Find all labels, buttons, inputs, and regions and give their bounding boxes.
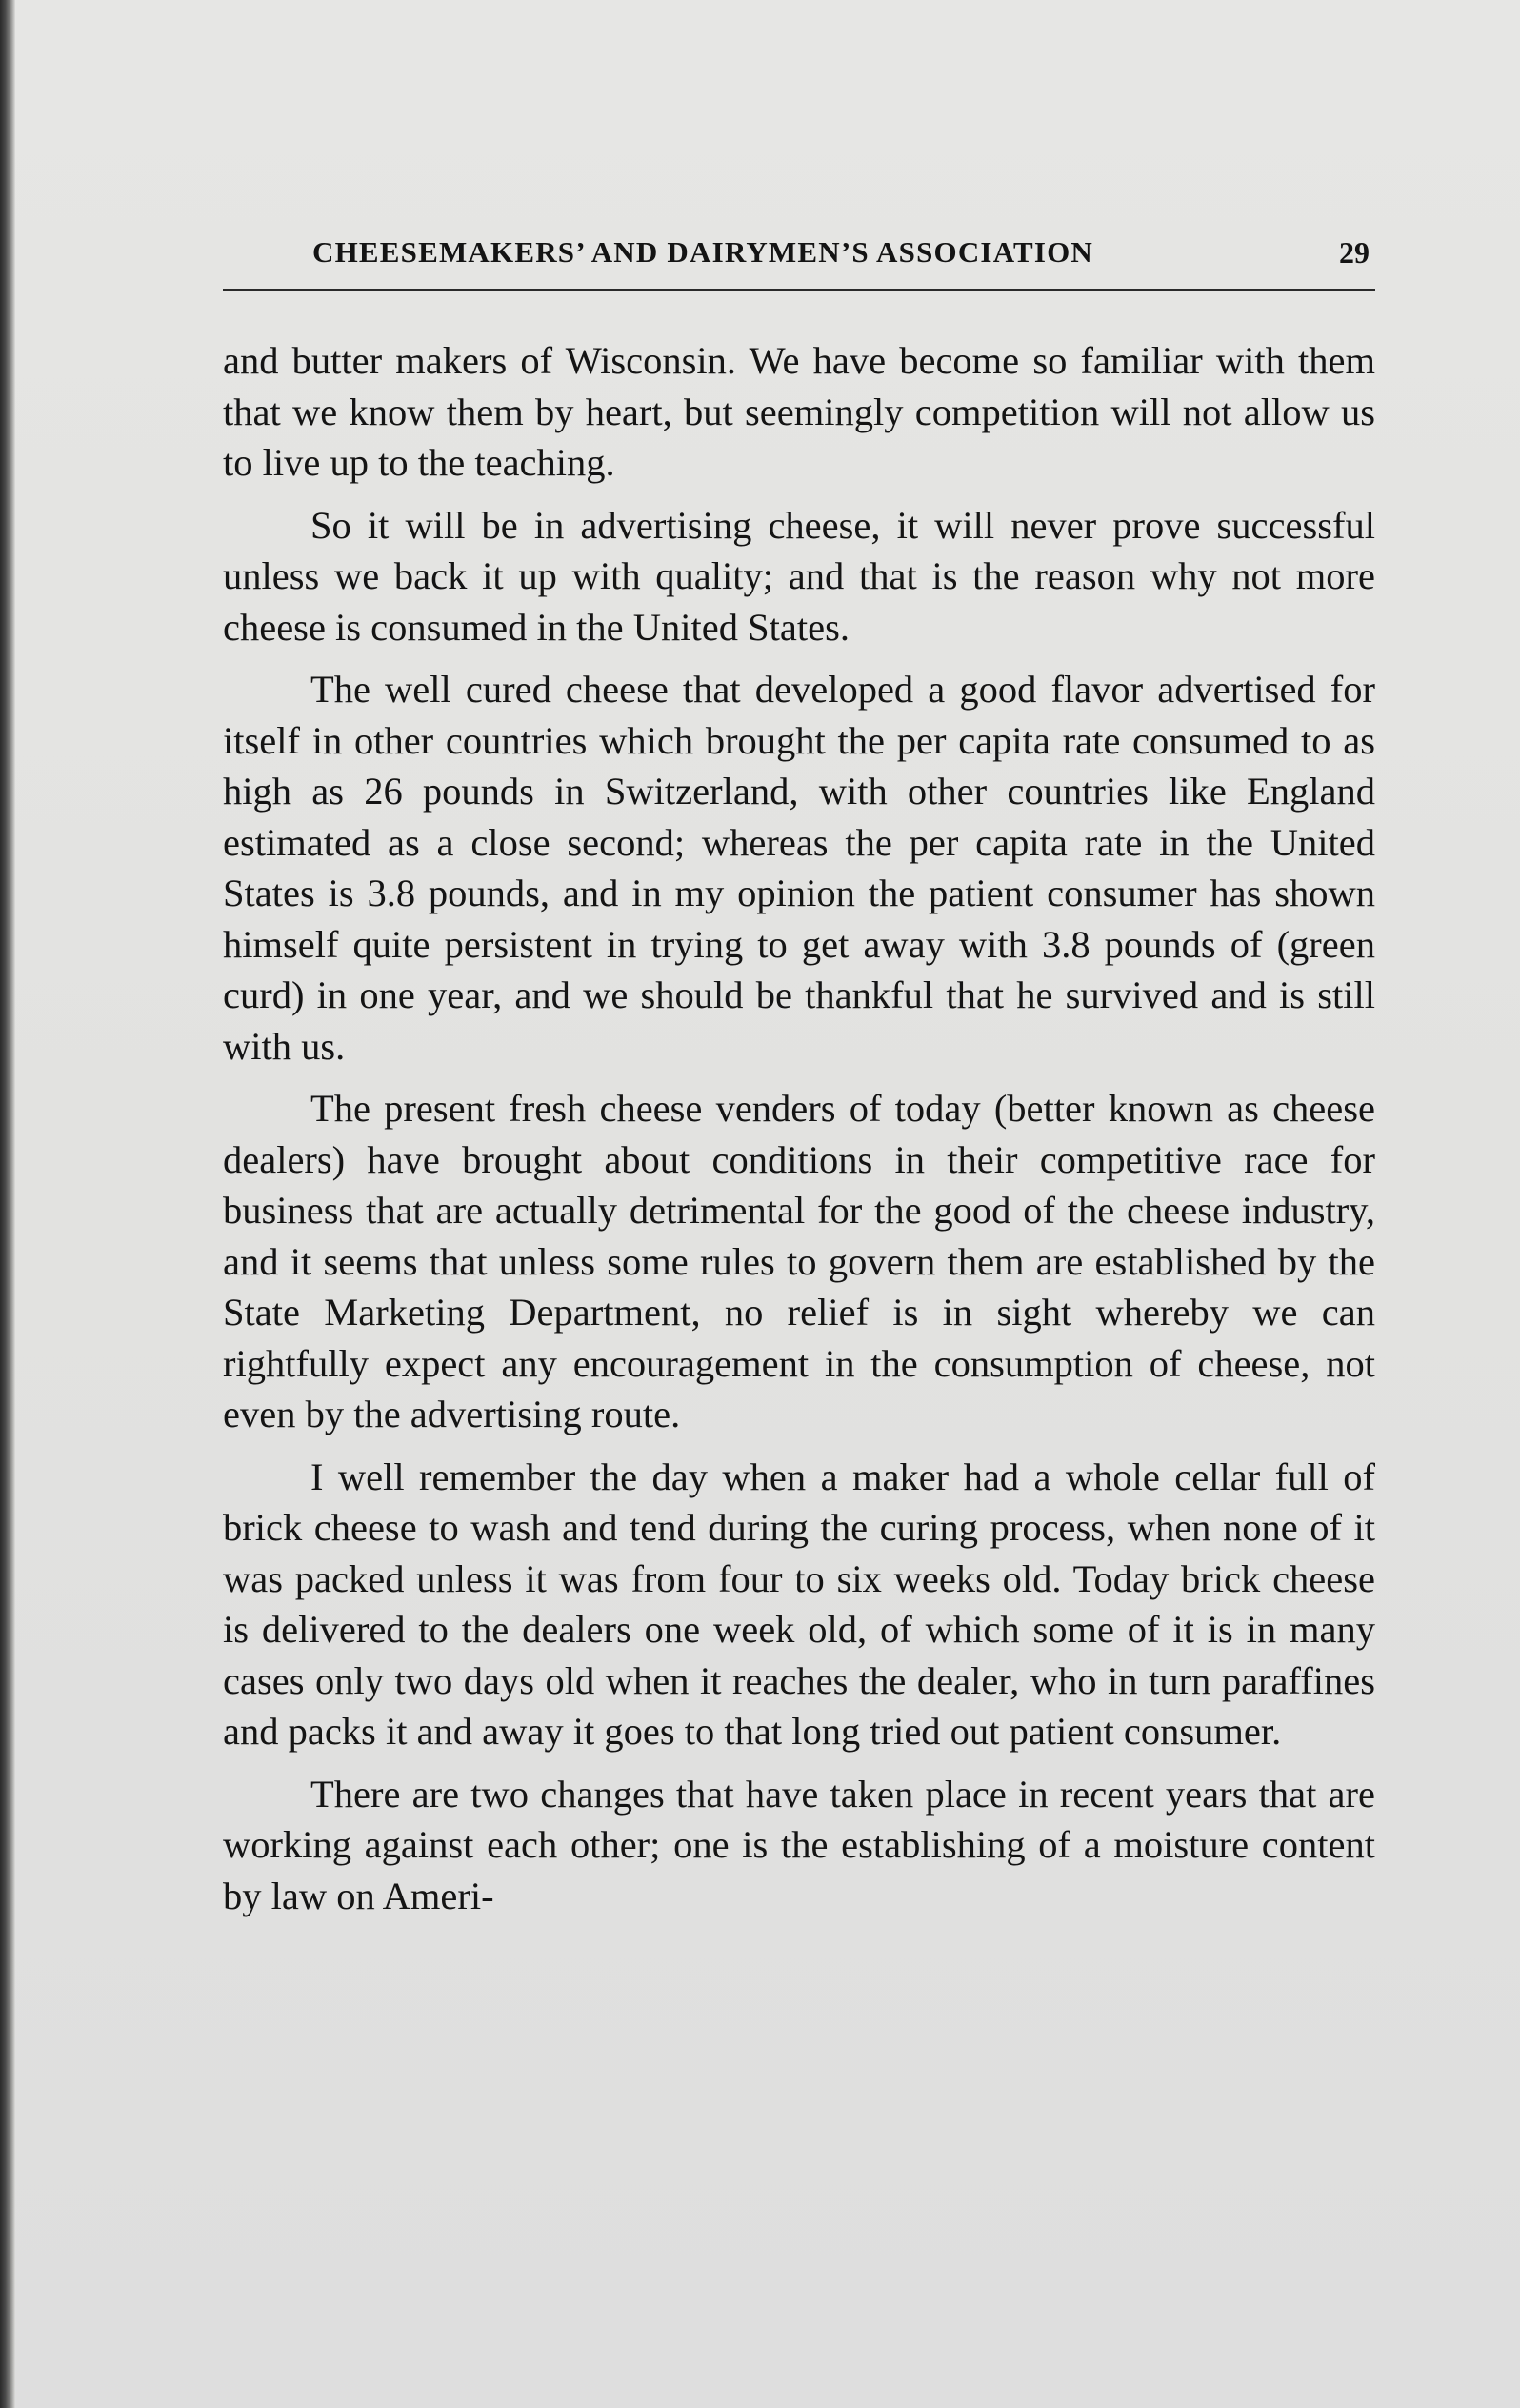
paragraph: The present fresh cheese venders of today (better known as cheese dealers) have brought about conditions in their competitive race for business that are actually detrimental for the good of the cheese industry, and it seems that unless some rules to govern them are established by the State Marketing Department, no relief is in sight whereby we can rightfully expect any encouragement in the consumption of cheese, not even by the advertising route. xyxy=(223,1087,1375,1435)
paragraph: I well remember the day when a maker had a whole cellar full of brick cheese to wash and tend during the curing process, when none of it was packed unless it was from four to six weeks old. Today brick cheese is delivered to the dealers one week old, of which some of it is in many cases only two days old when it reaches the dealer, who in turn paraffines and packs it and away it goes to that long tried out patient consumer. xyxy=(223,1455,1375,1753)
page-header xyxy=(223,233,1375,291)
body-text xyxy=(223,335,1375,1933)
running-head: CHEESEMAKERS’ AND DAIRYMEN’S ASSOCIATION xyxy=(312,235,1094,269)
paragraph: The well cured cheese that developed a good flavor advertised for itself in other countries which brought the per capita rate consumed to as high as 26 pounds in Switzerland, with other countries like England estimated as a close second; whereas the per capita rate in the United States is 3.8 pounds, and in my opinion the patient consumer has shown himself quite persistent in trying to get away with 3.8 pounds of (green curd) in one year, and we should be thankful that he survived and is still with us. xyxy=(223,668,1375,1068)
paragraph: So it will be in advertising cheese, it will never prove successful unless we back it up with quality; and that is the reason why not more cheese is consumed in the United States. xyxy=(223,503,1375,649)
paragraph: There are two changes that have taken place in recent years that are working against each other; one is the establishing of a moisture content by law on Ameri- xyxy=(223,1772,1375,1917)
book-binding-edge xyxy=(0,0,15,2408)
page-number: 29 xyxy=(1339,235,1370,270)
paragraph: and butter makers of Wisconsin. We have become so familiar with them that we know them by heart, but seemingly competition will not allow us to live up to the teaching. xyxy=(223,339,1375,484)
